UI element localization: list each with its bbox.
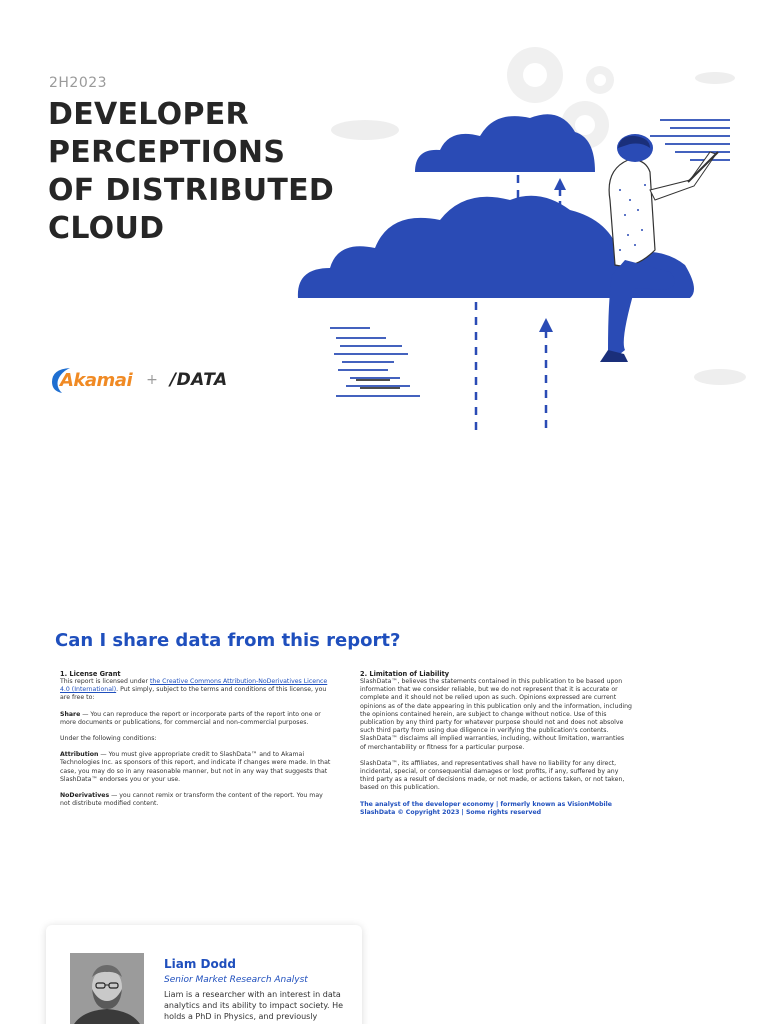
liability-title: 2. Limitation of Liability (360, 670, 450, 678)
edition-label: 2H2023 (49, 75, 108, 91)
author-bio: Liam is a researcher with an interest in data analytics and its ability to impact society. He holds a PhD in Physics, and previously (164, 990, 344, 1021)
title-line: CLOUD (48, 211, 165, 246)
share-text: — You can reproduce the report or incorporate parts of the report into one or more documents or publications, for commercial and non-commercial purposes. (60, 710, 321, 726)
license-grant-intro (60, 678, 332, 703)
akamai-logo-text: Akamai (60, 369, 133, 391)
noderivatives-text: — you cannot remix or transform the content of the report. You may not distribute modified content. (60, 792, 323, 808)
conditions-text: Under the following conditions: (60, 735, 157, 743)
slashdata-logo: /DATA (169, 370, 228, 390)
code-lines-decoration (330, 328, 420, 396)
liability-column (360, 670, 632, 817)
title-line: PERCEPTIONS (48, 135, 286, 170)
attribution-text: — You must give appropriate credit to SlashData™ and to Akamai Technologies Inc. as sponsors of this report, and indicate if changes were made. In that case, you may do so in any reasonable manner, but not in any way that suggests that SlashData™ endorses you or your use. (60, 751, 331, 783)
attribution-clause (60, 751, 332, 784)
small-cloud-icon (415, 114, 595, 172)
cc-license-link[interactable]: the Creative Commons Attribution-NoDerivatives Licence 4.0 (International) (60, 678, 328, 694)
akamai-logo (48, 365, 132, 395)
license-grant-title: 1. License Grant (60, 670, 121, 678)
section-heading: Can I share data from this report? (55, 630, 401, 651)
text-fragment: . Put simply, subject to the terms and conditions of this license, you are free to: (60, 686, 327, 702)
title-line: DEVELOPER (48, 97, 249, 132)
share-clause (60, 711, 332, 727)
noderivatives-clause (60, 792, 332, 808)
attribution-label: Attribution (60, 751, 99, 759)
liability-paragraph: SlashData™, its affiliates, and representatives shall have no liability for any direct, incidental, special, or consequential damages or lost profits, if any, suffered by any third party as a result of decisions made, or not made, or actions taken, or not taken, based on this publication. (360, 759, 625, 792)
plus-sign: + (146, 372, 158, 388)
cloud-illustration (290, 40, 760, 440)
text-fragment: This report is licensed under (60, 678, 150, 685)
author-photo (70, 953, 144, 1024)
copyright: SlashData © Copyright 2023 | Some rights reserved (360, 808, 542, 816)
tagline: The analyst of the developer economy | formerly known as VisionMobile (360, 800, 612, 808)
author-card (46, 925, 362, 1024)
license-grant-column (60, 670, 332, 816)
partner-logos (48, 360, 228, 400)
person-illustration (600, 134, 718, 362)
author-portrait (70, 953, 144, 1024)
liability-paragraph: SlashData™, believes the statements contained in this publication to be based upon information that we consider reliable, but we do not represent that it is accurate or complete and it should not be relied upon as such. Opinions expressed are current opinions as of the date appearing in this publication only and the information, including the opinions contained herein, are subject to change without notice. Use of this publication by any third party for whatever purpose should not and does not absolve such third party from using due diligence in verifying the publication's contents. SlashData™ disclaims all implied warranties, including, without limitation, warranties of merchantability or fitness for a particular purpose. (360, 678, 632, 751)
share-label: Share (60, 710, 81, 718)
title-line: OF DISTRIBUTED (48, 173, 335, 208)
author-role: Senior Market Research Analyst (164, 975, 308, 985)
author-name: Liam Dodd (164, 957, 236, 971)
code-lines-decoration (650, 120, 730, 160)
noderivatives-label: NoDerivatives (60, 792, 110, 800)
